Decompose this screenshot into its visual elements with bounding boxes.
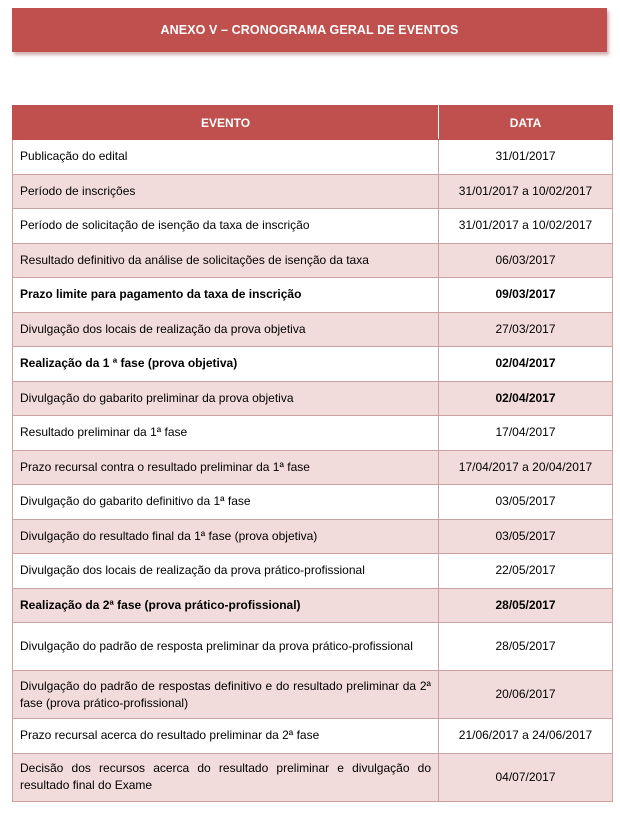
date-cell: 28/05/2017 bbox=[439, 588, 613, 623]
table-row bbox=[13, 623, 613, 671]
date-cell: 31/01/2017 a 10/02/2017 bbox=[439, 209, 613, 244]
event-cell: Divulgação dos locais de realização da prova objetiva bbox=[13, 312, 439, 347]
table-row bbox=[13, 312, 613, 347]
event-cell: Divulgação do padrão de respostas definitivo e do resultado preliminar da 2ª fase (prova prático-profissional) bbox=[13, 671, 439, 719]
date-cell: 09/03/2017 bbox=[439, 278, 613, 313]
table-row bbox=[13, 209, 613, 244]
date-cell: 02/04/2017 bbox=[439, 381, 613, 416]
event-cell: Divulgação do resultado final da 1ª fase (prova objetiva) bbox=[13, 519, 439, 554]
date-cell: 21/06/2017 a 24/06/2017 bbox=[439, 719, 613, 754]
date-cell: 04/07/2017 bbox=[439, 753, 613, 801]
document-title: ANEXO V – CRONOGRAMA GERAL DE EVENTOS bbox=[160, 23, 459, 37]
table-row bbox=[13, 278, 613, 313]
event-cell: Prazo recursal contra o resultado preliminar da 1ª fase bbox=[13, 450, 439, 485]
table-row bbox=[13, 519, 613, 554]
table-row bbox=[13, 485, 613, 520]
event-cell: Prazo recursal acerca do resultado preliminar da 2ª fase bbox=[13, 719, 439, 754]
header-date: DATA bbox=[439, 106, 613, 140]
event-cell: Período de inscrições bbox=[13, 174, 439, 209]
table-row bbox=[13, 381, 613, 416]
table-row bbox=[13, 753, 613, 801]
event-cell: Divulgação do padrão de resposta preliminar da prova prático-profissional bbox=[13, 623, 439, 671]
event-cell: Resultado definitivo da análise de solicitações de isenção da taxa bbox=[13, 243, 439, 278]
event-cell: Decisão dos recursos acerca do resultado preliminar e divulgação do resultado final do Exame bbox=[13, 753, 439, 801]
event-cell: Publicação do edital bbox=[13, 140, 439, 175]
date-cell: 03/05/2017 bbox=[439, 485, 613, 520]
table-row bbox=[13, 450, 613, 485]
table-row bbox=[13, 243, 613, 278]
event-cell: Divulgação dos locais de realização da prova prático-profissional bbox=[13, 554, 439, 589]
table-row bbox=[13, 719, 613, 754]
date-cell: 20/06/2017 bbox=[439, 671, 613, 719]
table-header-row bbox=[13, 106, 613, 140]
event-cell: Realização da 1 ª fase (prova objetiva) bbox=[13, 347, 439, 382]
header-event: EVENTO bbox=[13, 106, 439, 140]
date-cell: 22/05/2017 bbox=[439, 554, 613, 589]
table-row bbox=[13, 174, 613, 209]
table-row bbox=[13, 140, 613, 175]
table-row bbox=[13, 347, 613, 382]
date-cell: 03/05/2017 bbox=[439, 519, 613, 554]
date-cell: 31/01/2017 a 10/02/2017 bbox=[439, 174, 613, 209]
event-cell: Realização da 2ª fase (prova prático-profissional) bbox=[13, 588, 439, 623]
event-cell: Período de solicitação de isenção da taxa de inscrição bbox=[13, 209, 439, 244]
date-cell: 06/03/2017 bbox=[439, 243, 613, 278]
date-cell: 27/03/2017 bbox=[439, 312, 613, 347]
table-row bbox=[13, 416, 613, 451]
date-cell: 17/04/2017 bbox=[439, 416, 613, 451]
event-cell: Divulgação do gabarito preliminar da prova objetiva bbox=[13, 381, 439, 416]
date-cell: 02/04/2017 bbox=[439, 347, 613, 382]
event-cell: Divulgação do gabarito definitivo da 1ª fase bbox=[13, 485, 439, 520]
date-cell: 17/04/2017 a 20/04/2017 bbox=[439, 450, 613, 485]
table-row bbox=[13, 554, 613, 589]
document-title-banner bbox=[12, 8, 607, 52]
date-cell: 31/01/2017 bbox=[439, 140, 613, 175]
event-schedule-table bbox=[12, 105, 613, 802]
table-row bbox=[13, 588, 613, 623]
event-cell: Resultado preliminar da 1ª fase bbox=[13, 416, 439, 451]
date-cell: 28/05/2017 bbox=[439, 623, 613, 671]
table-row bbox=[13, 671, 613, 719]
event-cell: Prazo limite para pagamento da taxa de inscrição bbox=[13, 278, 439, 313]
